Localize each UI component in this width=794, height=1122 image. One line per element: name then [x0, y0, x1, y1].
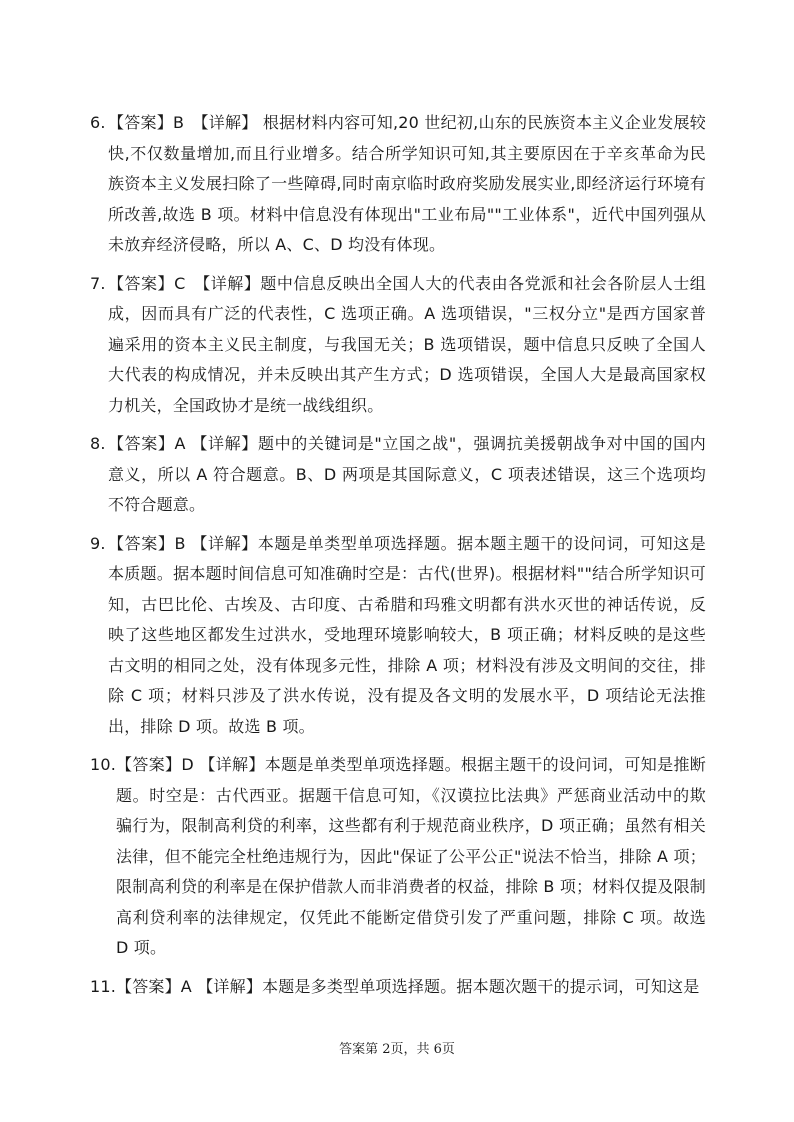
- question-number: 9.: [90, 533, 106, 553]
- question-number: 11.: [90, 976, 117, 996]
- answer-text: 【答案】D 【详解】本题是单类型单项选择题。根据主题干的设问词，可知是推断题。时空是：古代西亚。据题干信息可知，《汉谟拉比法典》严惩商业活动中的欺骗行为，限制高利贷的利率，这些都有利于规范商业秩序，D 项正确；虽然有相关法律，但不能完全杜绝违规行为，因此"保证了公平公正"说法不恰当，排除 A 项；限制高利贷的利率是在保护借款人而非消费者的权益，排除 B 项；材料仅提及限制高利贷利率的法律规定，仅凭此不能断定借贷引发了严重问题，排除 C 项。故选 D 项。: [116, 755, 706, 957]
- question-number: 6.: [90, 113, 106, 132]
- answer-item-11: [90, 972, 706, 1003]
- answer-item-7: [90, 269, 706, 422]
- answer-text: 【答案】A 【详解】本题是多类型单项选择题。据本题次题干的提示词，可知这是: [116, 976, 700, 996]
- answer-text: 【答案】B 【详解】 根据材料内容可知,20 世纪初,山东的民族资本主义企业发展较快,不仅数量增加,而且行业增多。结合所学知识可知,其主要原因在于辛亥革命为民族资本主义发展扫除了一些障碍,同时南京临时政府奖励发展实业,即经济运行环境有所改善,故选 B 项。材料中信息没有体现出"工业布局""工业体系"，近代中国列强从未放弃经济侵略，所以 A、C、D 均没有体现。: [108, 113, 706, 254]
- answer-item-6: [90, 108, 706, 261]
- answer-item-10: [90, 750, 706, 964]
- answer-text: 【答案】B 【详解】本题是单类型单项选择题。据本题主题干的设问词，可知这是本质题。据本题时间信息可知准确时空是：古代(世界)。根据材料""结合所学知识可知，古巴比伦、古埃及、古印度、古希腊和玛雅文明都有洪水灭世的神话传说，反映了这些地区都发生过洪水，受地理环境影响较大，B 项正确；材料反映的是这些古文明的相同之处，没有体现多元性，排除 A 项；材料没有涉及文明间的交往，排除 C 项；材料只涉及了洪水传说，没有提及各文明的发展水平，D 项结论无法推出，排除 D 项。故选 B 项。: [108, 533, 706, 736]
- answer-text: 【答案】A 【详解】题中的关键词是"立国之战"，强调抗美援朝战争对中国的国内意义，所以 A 符合题意。B、D 两项是其国际意义，C 项表述错误，这三个选项均不符合题意。: [108, 434, 706, 514]
- answer-item-8: [90, 429, 706, 521]
- answer-text: 【答案】C 【详解】题中信息反映出全国人大的代表由各党派和社会各阶层人士组成，因而具有广泛的代表性，C 选项正确。A 选项错误，"三权分立"是西方国家普遍采用的资本主义民主制度，与我国无关；B 选项错误，题中信息只反映了全国人大代表的构成情况，并未反映出其产生方式；D 选项错误，全国人大是最高国家权力机关，全国政协才是统一战线组织。: [108, 273, 706, 415]
- question-number: 8.: [90, 434, 106, 453]
- page-footer: 答案第 2页，共 6页: [339, 1042, 455, 1057]
- answer-item-9: [90, 529, 706, 743]
- answer-list: [90, 108, 706, 1010]
- question-number: 7.: [90, 273, 106, 293]
- question-number: 10.: [90, 755, 117, 774]
